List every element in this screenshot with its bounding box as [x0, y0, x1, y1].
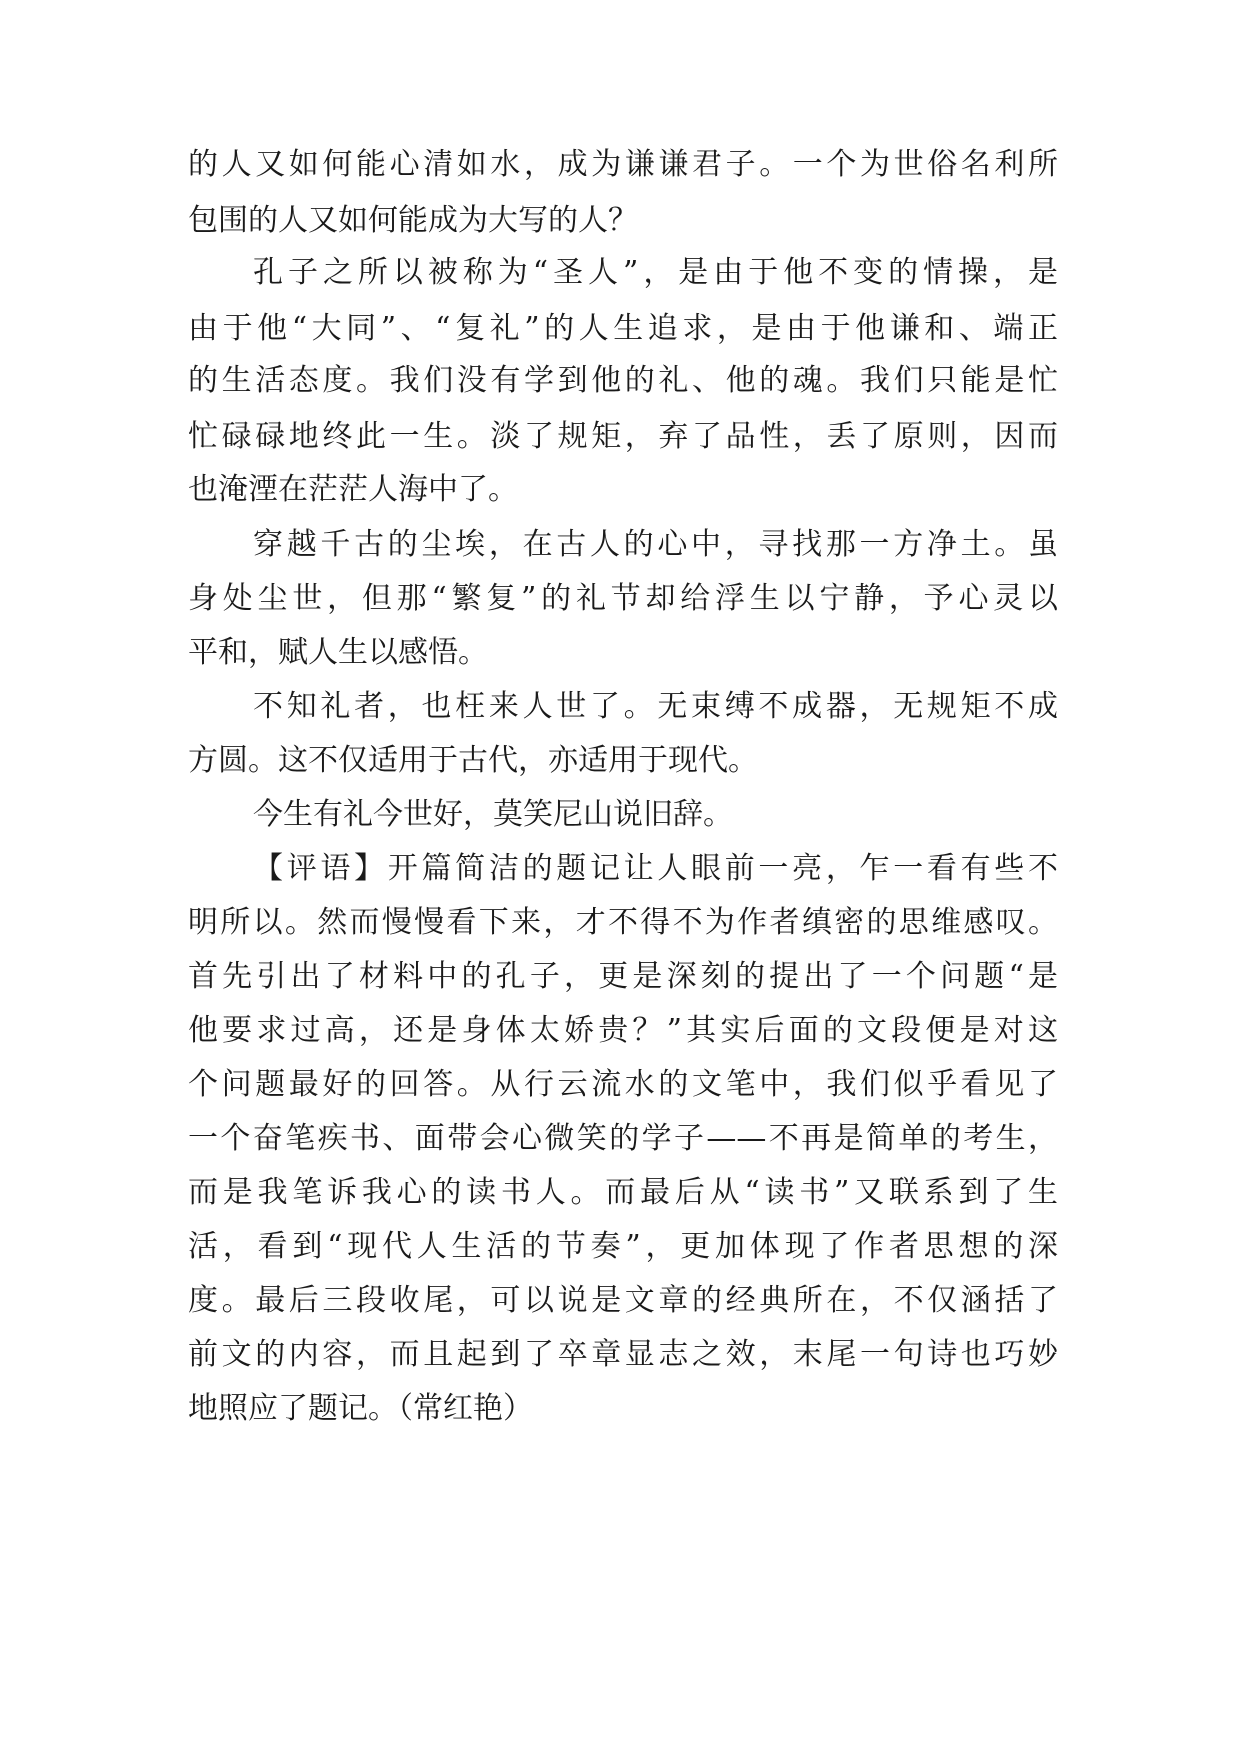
- paragraph-start-line: 今生有礼今世好，莫笑尼山说旧辞。: [253, 797, 733, 832]
- text-line: 一个奋笔疾书、面带会心微笑的学子——不再是简单的考生，: [188, 1121, 1058, 1156]
- comment-start-line: 【评语】开篇简洁的题记让人眼前一亮，乍一看有些不: [253, 851, 1058, 886]
- paragraph-start-line: 孔子之所以被称为“圣人”，是由于他不变的情操，是: [253, 255, 1058, 290]
- text-line: 方圆。这不仅适用于古代，亦适用于现代。: [188, 743, 758, 778]
- text-line: 平和，赋人生以感悟。: [188, 635, 488, 670]
- text-line: 的生活态度。我们没有学到他的礼、他的魂。我们只能是忙: [188, 363, 1058, 398]
- paragraph-start-line: 穿越千古的尘埃，在古人的心中，寻找那一方净土。虽: [253, 527, 1058, 562]
- text-line: 地照应了题记。（常红艳）: [188, 1391, 533, 1426]
- text-line: 首先引出了材料中的孔子，更是深刻的提出了一个问题“是: [188, 959, 1058, 994]
- text-line: 活，看到“现代人生活的节奏”，更加体现了作者思想的深: [188, 1229, 1058, 1264]
- text-line: 也淹湮在茫茫人海中了。: [188, 472, 518, 507]
- text-line: 的人又如何能心清如水，成为谦谦君子。一个为世俗名利所: [188, 147, 1058, 182]
- paragraph-start-line: 不知礼者，也枉来人世了。无束缚不成器，无规矩不成: [253, 689, 1058, 724]
- text-line: 身处尘世，但那“繁复”的礼节却给浮生以宁静，予心灵以: [188, 581, 1058, 616]
- text-line: 前文的内容，而且起到了卒章显志之效，末尾一句诗也巧妙: [188, 1337, 1058, 1372]
- text-line: 个问题最好的回答。从行云流水的文笔中，我们似乎看见了: [188, 1067, 1058, 1102]
- text-line: 而是我笔诉我心的读书人。而最后从“读书”又联系到了生: [188, 1175, 1058, 1210]
- text-line: 由于他“大同”、“复礼”的人生追求，是由于他谦和、端正: [188, 311, 1058, 346]
- text-line: 明所以。然而慢慢看下来，才不得不为作者缜密的思维感叹。: [188, 905, 1058, 940]
- text-line: 他要求过高，还是身体太娇贵？”其实后面的文段便是对这: [188, 1013, 1058, 1048]
- text-line: 包围的人又如何能成为大写的人？: [188, 203, 638, 238]
- text-line: 度。最后三段收尾，可以说是文章的经典所在，不仅涵括了: [188, 1283, 1058, 1318]
- text-line: 忙碌碌地终此一生。淡了规矩，弃了品性，丢了原则，因而: [188, 419, 1058, 454]
